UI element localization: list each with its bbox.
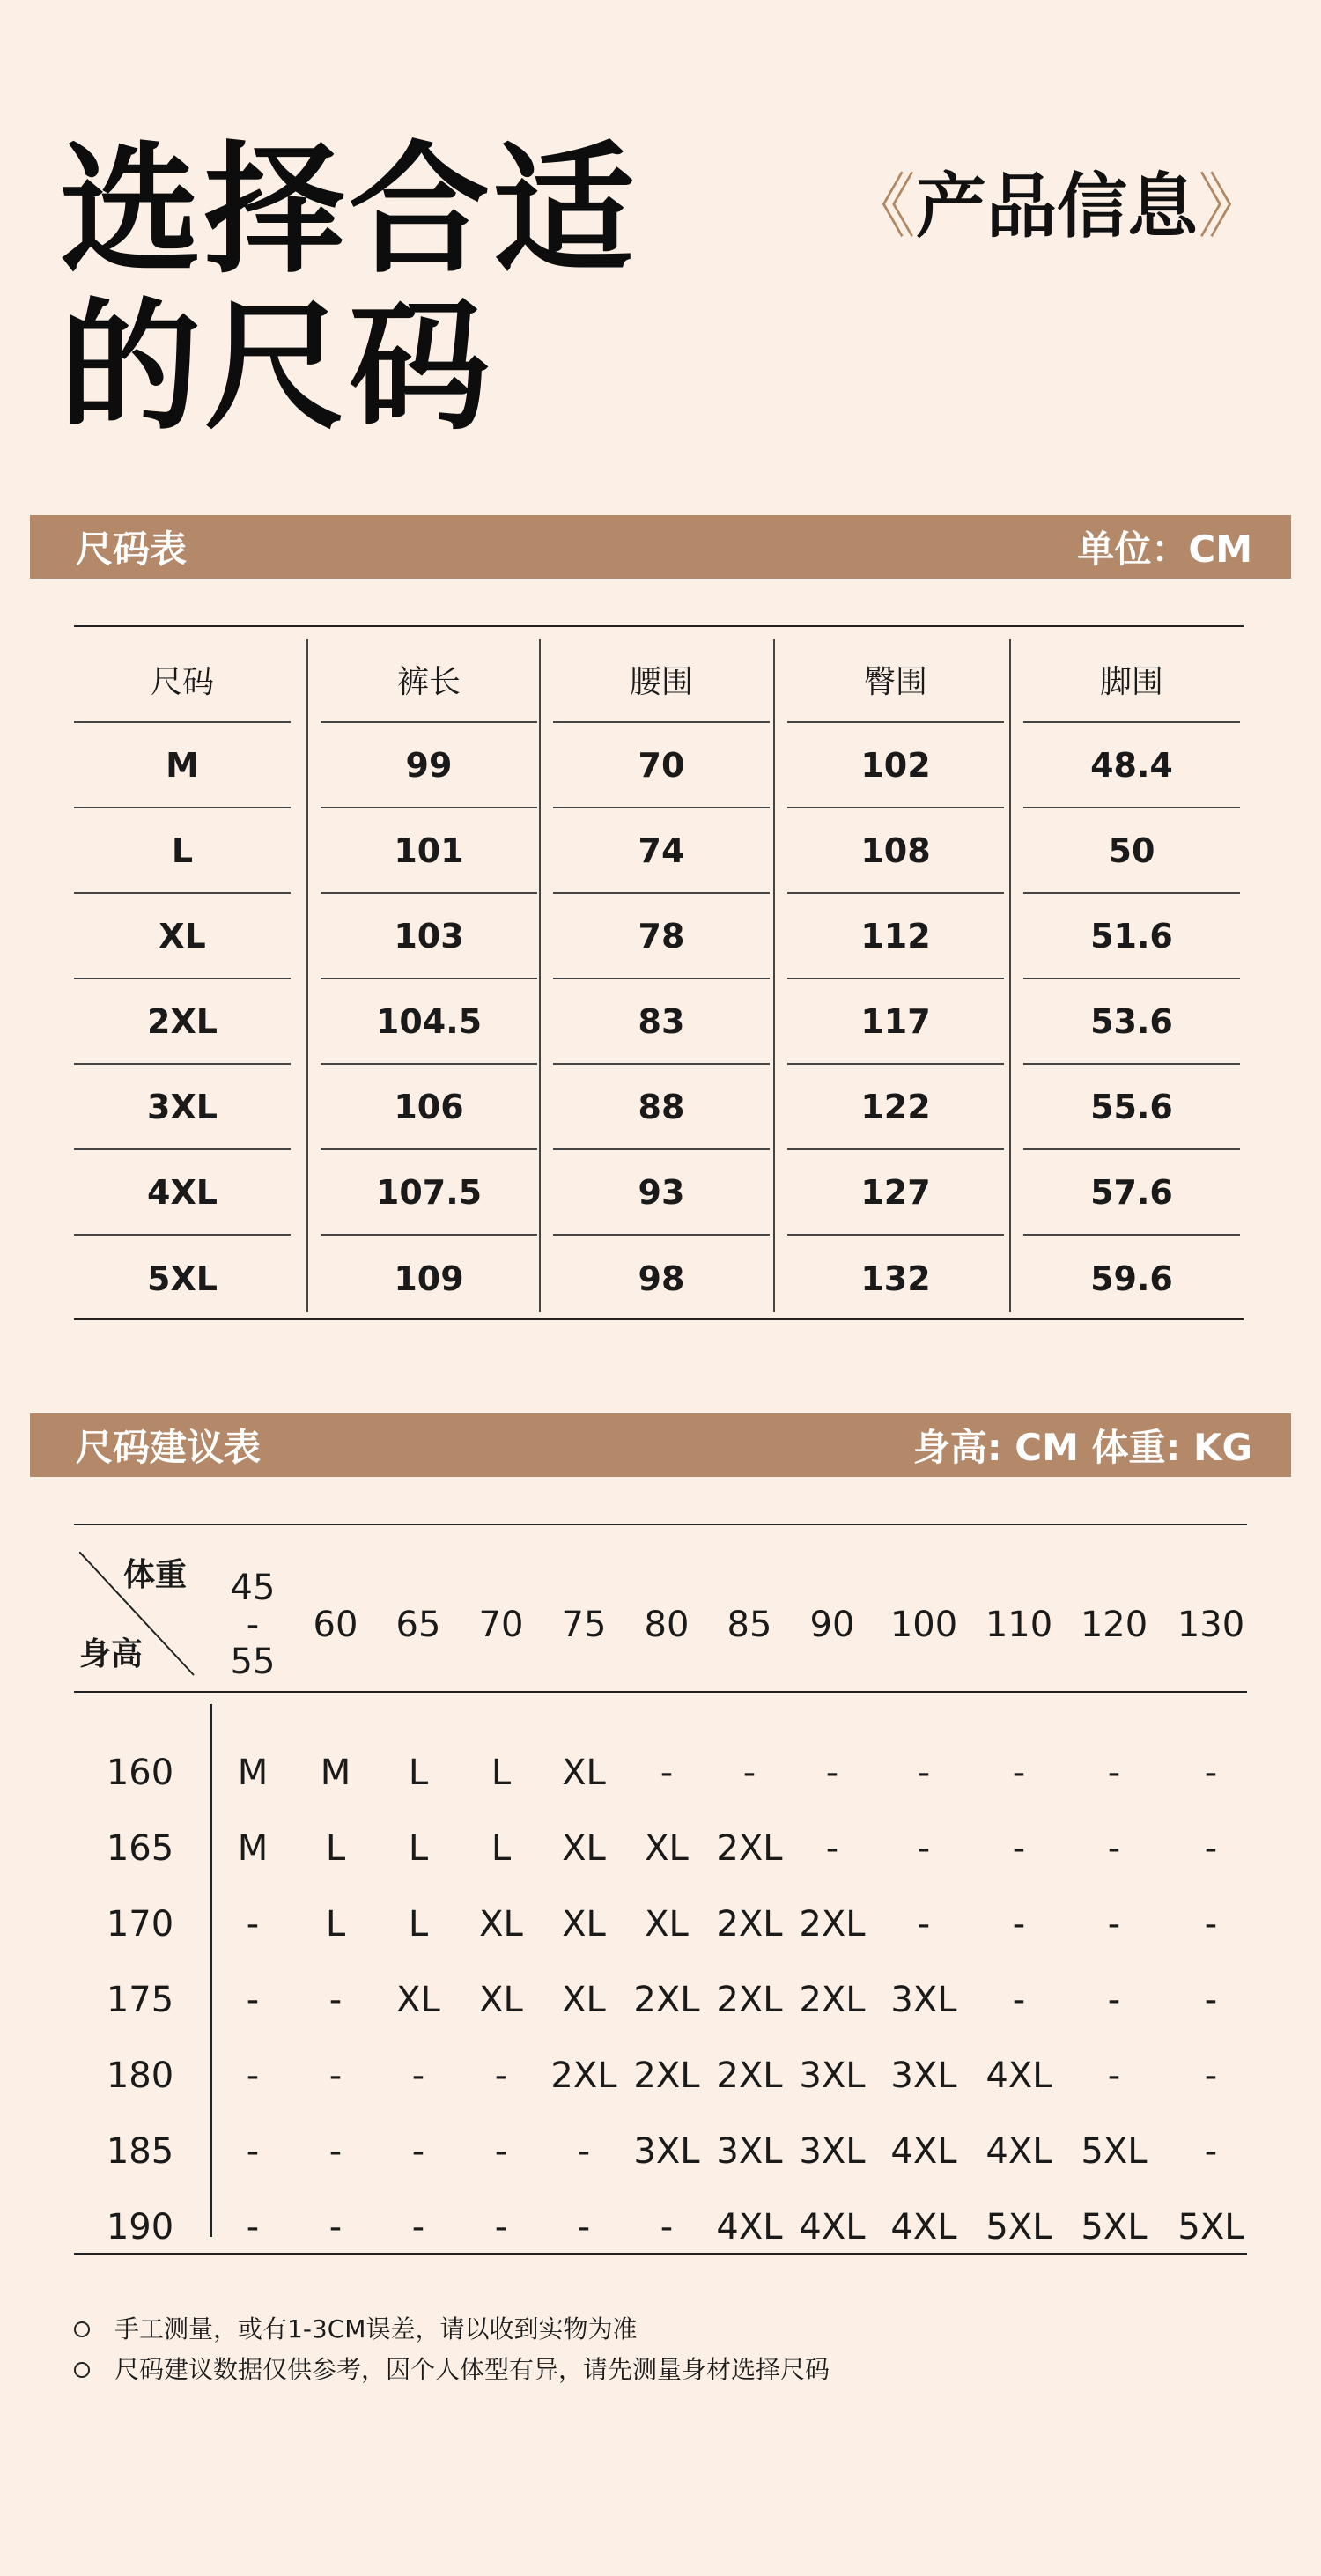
- recommended-size-cell: -: [1204, 1828, 1218, 1869]
- recommended-size-cell: 2XL: [716, 2056, 783, 2096]
- bracket-close: 》: [1198, 166, 1268, 247]
- recommended-size-cell: -: [328, 2207, 343, 2248]
- size-table-column-divider: [1009, 639, 1011, 1312]
- recommended-size-cell: -: [1107, 1828, 1121, 1869]
- recommended-size-cell: -: [246, 1904, 260, 1945]
- size-chart-header-bar: [30, 515, 1291, 579]
- recommended-size-cell: 4XL: [985, 2131, 1052, 2172]
- note-item: [74, 2309, 830, 2350]
- corner-weight-label: 体重: [123, 1557, 188, 1593]
- recommended-size-cell: 3XL: [890, 2056, 957, 2096]
- recommended-size-cell: -: [1012, 1753, 1026, 1793]
- size-table-cell: 107.5: [321, 1150, 537, 1236]
- recommendation-units: 身高: CM 体重: KG: [912, 1426, 1252, 1469]
- bullet-circle-icon: [74, 2321, 90, 2337]
- page-title: [60, 128, 638, 449]
- recommended-size-cell: 3XL: [890, 1980, 957, 2020]
- rec-top-rule: [74, 1524, 1247, 1525]
- size-table-cell: 57.6: [1023, 1150, 1240, 1236]
- size-recommendation-table: [74, 1524, 1247, 2255]
- recommended-size-cell: -: [577, 2131, 591, 2172]
- size-table-header-cell: 脚围: [1023, 638, 1240, 723]
- recommended-size-cell: 4XL: [890, 2131, 957, 2172]
- size-table-cell: 132: [860, 1258, 931, 1298]
- recommended-size-cell: L: [408, 1828, 429, 1869]
- size-table-cell: 99: [321, 723, 537, 808]
- size-table-cell: 78: [553, 894, 770, 979]
- recommended-size-cell: M: [237, 1828, 269, 1869]
- recommended-size-cell: M: [237, 1753, 269, 1793]
- height-label: 190: [106, 2207, 174, 2248]
- recommended-size-cell: 5XL: [1081, 2207, 1148, 2248]
- recommended-size-cell: M: [320, 1753, 351, 1793]
- height-label: 185: [106, 2131, 174, 2172]
- recommended-size-cell: -: [1204, 2056, 1218, 2096]
- recommended-size-cell: -: [246, 2056, 260, 2096]
- size-table-cell: 102: [787, 723, 1004, 808]
- weight-header: 75: [561, 1605, 607, 1645]
- recommended-size-cell: 2XL: [799, 1980, 866, 2020]
- title-line-1: 选择合适: [60, 128, 638, 292]
- recommended-size-cell: 4XL: [985, 2056, 1052, 2096]
- rec-header-rule: [74, 1691, 1247, 1693]
- size-table-cell: 106: [321, 1065, 537, 1150]
- recommended-size-cell: XL: [562, 1828, 606, 1869]
- size-table-column-divider: [306, 639, 308, 1312]
- recommended-size-cell: -: [246, 2131, 260, 2172]
- recommended-size-cell: 3XL: [799, 2056, 866, 2096]
- size-table-cell: 88: [553, 1065, 770, 1150]
- recommended-size-cell: -: [411, 2056, 425, 2096]
- recommended-size-cell: 2XL: [633, 2056, 700, 2096]
- size-table-cell: 53.6: [1023, 979, 1240, 1065]
- recommended-size-cell: -: [494, 2131, 508, 2172]
- size-table-cell: 4XL: [74, 1150, 291, 1236]
- recommended-size-cell: -: [660, 1753, 674, 1793]
- weight-header: 85: [727, 1605, 772, 1645]
- recommended-size-cell: -: [1204, 2131, 1218, 2172]
- recommended-size-cell: XL: [645, 1828, 689, 1869]
- recommended-size-cell: -: [1012, 1980, 1026, 2020]
- weight-header: 70: [478, 1605, 524, 1645]
- weight-header: 130: [1177, 1605, 1245, 1645]
- recommended-size-cell: XL: [562, 1904, 606, 1945]
- size-table-header-cell: 臀围: [787, 638, 1004, 723]
- size-table-cell: 117: [787, 979, 1004, 1065]
- recommended-size-cell: -: [494, 2207, 508, 2248]
- recommendation-title: 尺码建议表: [76, 1426, 262, 1469]
- size-table-cell: 103: [321, 894, 537, 979]
- corner-height-label: 身高: [79, 1636, 144, 1672]
- size-table-cell: 93: [553, 1150, 770, 1236]
- recommended-size-cell: -: [660, 2207, 674, 2248]
- size-table-cell: M: [74, 723, 291, 808]
- recommended-size-cell: -: [494, 2056, 508, 2096]
- size-table-cell: 108: [787, 808, 1004, 894]
- weight-header-part: -: [246, 1605, 260, 1645]
- recommended-size-cell: 5XL: [1081, 2131, 1148, 2172]
- size-table-column: [74, 638, 291, 1321]
- size-table-cell: 112: [787, 894, 1004, 979]
- size-table-cell: 50: [1023, 808, 1240, 894]
- size-table-cell: L: [74, 808, 291, 894]
- recommended-size-cell: -: [1107, 2056, 1121, 2096]
- recommended-size-cell: 4XL: [799, 2207, 866, 2248]
- size-table-cell: 74: [553, 808, 770, 894]
- recommended-size-cell: L: [491, 1828, 512, 1869]
- recommended-size-cell: -: [1012, 1904, 1026, 1945]
- recommended-size-cell: -: [1107, 1904, 1121, 1945]
- size-table-cell: 5XL: [147, 1258, 218, 1298]
- recommended-size-cell: XL: [645, 1904, 689, 1945]
- notes: [74, 2309, 830, 2390]
- size-table-column: [787, 638, 1004, 1321]
- recommended-size-cell: 2XL: [799, 1904, 866, 1945]
- size-table-cell: 127: [787, 1150, 1004, 1236]
- note-text: 尺码建议数据仅供参考，因个人体型有异，请先测量身材选择尺码: [114, 2355, 830, 2384]
- recommended-size-cell: XL: [396, 1980, 440, 2020]
- product-info-heading: [845, 150, 1268, 251]
- size-table-cell: 104.5: [321, 979, 537, 1065]
- height-label: 175: [106, 1980, 174, 2020]
- recommended-size-cell: -: [1012, 1828, 1026, 1869]
- weight-header: 110: [985, 1605, 1053, 1645]
- recommended-size-cell: -: [1204, 1753, 1218, 1793]
- recommended-size-cell: XL: [562, 1753, 606, 1793]
- size-table-cell: 122: [787, 1065, 1004, 1150]
- recommended-size-cell: -: [1107, 1980, 1121, 2020]
- recommended-size-cell: -: [825, 1753, 839, 1793]
- recommended-size-cell: -: [411, 2131, 425, 2172]
- size-table-column-divider: [539, 639, 541, 1312]
- recommended-size-cell: 2XL: [716, 1980, 783, 2020]
- size-table-cell: 109: [394, 1258, 464, 1298]
- size-table-column: [553, 638, 770, 1321]
- size-table: [74, 625, 1244, 1319]
- weight-header: 60: [313, 1605, 358, 1645]
- recommended-size-cell: 5XL: [985, 2207, 1052, 2248]
- weight-header-part: 45: [230, 1568, 276, 1608]
- recommended-size-cell: 3XL: [633, 2131, 700, 2172]
- size-table-cell: 101: [321, 808, 537, 894]
- recommended-size-cell: 4XL: [716, 2207, 783, 2248]
- note-text: 手工测量，或有1-3CM误差，请以收到实物为准: [114, 2314, 638, 2343]
- recommended-size-cell: 2XL: [716, 1828, 783, 1869]
- size-table-column-divider: [773, 639, 775, 1312]
- recommended-size-cell: 3XL: [716, 2131, 783, 2172]
- size-table-cell: 51.6: [1023, 894, 1240, 979]
- recommended-size-cell: -: [825, 1828, 839, 1869]
- recommended-size-cell: -: [246, 1980, 260, 2020]
- size-chart-title: 尺码表: [76, 528, 188, 571]
- size-table-header-cell: 裤长: [321, 638, 537, 723]
- height-label: 160: [106, 1753, 174, 1793]
- size-table-cell: XL: [74, 894, 291, 979]
- recommended-size-cell: -: [917, 1828, 931, 1869]
- height-label: 170: [106, 1904, 174, 1945]
- recommended-size-cell: -: [1204, 1980, 1218, 2020]
- recommended-size-cell: -: [246, 2207, 260, 2248]
- bracket-open: 《: [845, 166, 916, 247]
- recommended-size-cell: 2XL: [550, 2056, 617, 2096]
- weight-header: [210, 1559, 295, 1691]
- recommended-size-cell: -: [328, 1980, 343, 2020]
- size-table-cell: 83: [553, 979, 770, 1065]
- weight-header: 90: [809, 1605, 855, 1645]
- recommended-size-cell: -: [577, 2207, 591, 2248]
- size-recommendation-header-bar: [30, 1413, 1291, 1477]
- recommended-size-cell: -: [917, 1753, 931, 1793]
- recommended-size-cell: 2XL: [716, 1904, 783, 1945]
- title-line-2: 的尺码: [60, 284, 494, 449]
- recommended-size-cell: -: [917, 1904, 931, 1945]
- product-info-label: 产品信息: [916, 166, 1198, 247]
- size-table-cell: 55.6: [1023, 1065, 1240, 1150]
- weight-header-part: 55: [230, 1642, 276, 1682]
- size-table-column: [321, 638, 537, 1321]
- recommended-size-cell: L: [491, 1753, 512, 1793]
- recommended-size-cell: -: [1204, 1904, 1218, 1945]
- height-label: 165: [106, 1828, 174, 1869]
- size-table-column: [1023, 638, 1240, 1321]
- size-table-cell: 3XL: [74, 1065, 291, 1150]
- recommended-size-cell: -: [1107, 1753, 1121, 1793]
- recommended-size-cell: XL: [479, 1980, 523, 2020]
- bullet-circle-icon: [74, 2362, 90, 2378]
- size-table-cell: 98: [638, 1258, 685, 1298]
- size-table-header-cell: 尺码: [74, 638, 291, 723]
- height-label: 180: [106, 2056, 174, 2096]
- weight-header: 65: [395, 1605, 441, 1645]
- recommended-size-cell: -: [328, 2131, 343, 2172]
- recommended-size-cell: XL: [562, 1980, 606, 2020]
- weight-header: 120: [1080, 1605, 1148, 1645]
- size-table-cell: 70: [553, 723, 770, 808]
- recommended-size-cell: L: [408, 1753, 429, 1793]
- size-table-header-cell: 腰围: [553, 638, 770, 723]
- note-item: [74, 2350, 830, 2390]
- recommended-size-cell: -: [328, 2056, 343, 2096]
- size-table-cell: 2XL: [74, 979, 291, 1065]
- recommended-size-cell: XL: [479, 1904, 523, 1945]
- weight-header: 80: [644, 1605, 690, 1645]
- weight-header: 100: [889, 1605, 958, 1645]
- recommended-size-cell: 2XL: [633, 1980, 700, 2020]
- table-top-rule: [74, 625, 1244, 627]
- size-table-cell: 59.6: [1090, 1258, 1173, 1298]
- recommended-size-cell: 3XL: [799, 2131, 866, 2172]
- recommended-size-cell: 4XL: [890, 2207, 957, 2248]
- recommended-size-cell: 5XL: [1177, 2207, 1244, 2248]
- recommended-size-cell: -: [411, 2207, 425, 2248]
- recommended-size-cell: L: [408, 1904, 429, 1945]
- recommended-size-cell: L: [325, 1828, 346, 1869]
- size-table-cell: 48.4: [1023, 723, 1240, 808]
- recommended-size-cell: -: [742, 1753, 756, 1793]
- recommended-size-cell: L: [325, 1904, 346, 1945]
- size-chart-unit: 单位：CM: [1077, 528, 1252, 571]
